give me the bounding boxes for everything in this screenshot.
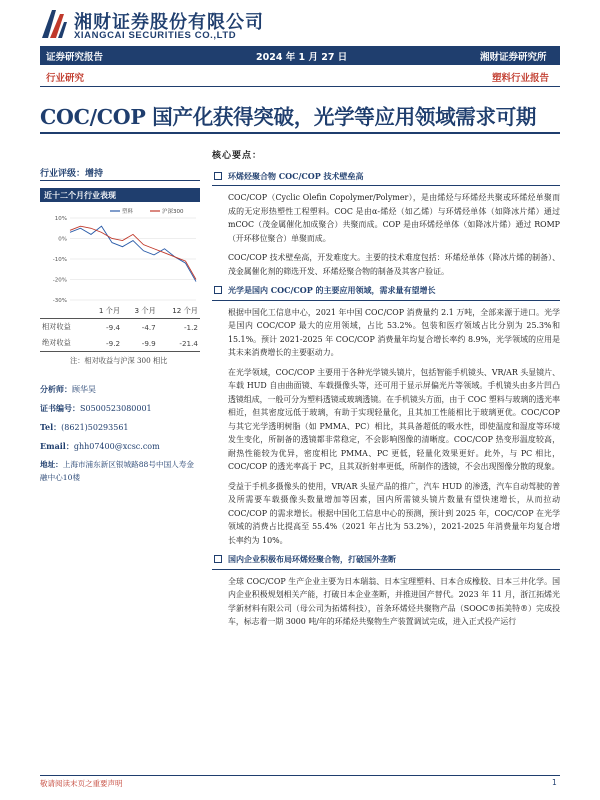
section-heading: 环烯烃聚合物 COC/COP 技术壁垒高 — [212, 170, 560, 187]
chart-y-ticks — [53, 216, 67, 304]
chart-lines — [70, 226, 196, 281]
performance-chart — [40, 204, 200, 314]
table-cell: -9.2 — [86, 335, 122, 352]
email-link[interactable]: ghh07400@xcsc.com — [73, 442, 160, 451]
report-kind: 塑料行业报告 — [492, 73, 550, 84]
paragraph: 根据中国化工信息中心，2021 年中国 COC/COP 消费量约 2.1 万吨，全部来源于进口。光学是国内 COC/COP 最大的应用领域，占比 53.2%。包装和医疗领域占比分别为 25.3%和 15.1%。预计 2021-2025 年 COC/COP 消费量年均复合增长率约 8.9%，光学领域的应用是其未来消费增长的主要驱动力。 — [228, 307, 560, 357]
chart-grid — [70, 218, 196, 300]
paragraph: COC/COP 技术壁垒高，开发难度大。主要的技术难度包括：环烯烃单体（降冰片烯的制备）、茂金属催化剂的筛选开发、环烯烃聚合物的制备及其客户验证。 — [228, 253, 560, 276]
table-header-cell: 12 个月 — [158, 304, 200, 319]
header-bar — [40, 46, 560, 65]
sub-header — [40, 68, 560, 84]
table-cell: 绝对收益 — [40, 335, 86, 352]
table-row — [40, 319, 200, 336]
table-header-cell — [40, 304, 86, 319]
cert-label: 证书编号： — [40, 403, 80, 413]
table-cell: -9.4 — [106, 322, 121, 332]
y-tick-label: -30% — [52, 298, 67, 304]
industry-rating: 行业评级：增持 — [40, 169, 104, 179]
y-tick-label: -20% — [52, 277, 67, 284]
core-points-title: 核心要点： — [212, 151, 263, 161]
table-cell: -4.7 — [141, 322, 156, 332]
y-tick-label: -10% — [52, 257, 67, 263]
tel-number: (8621)50293561 — [61, 423, 129, 432]
legend-label: 沪深300 — [162, 209, 184, 215]
performance-heading: 近十二个月行业表现 — [40, 188, 200, 202]
company-name-cn: 湘财证券股份有限公司 — [74, 12, 264, 33]
title-divider — [40, 132, 560, 134]
legend-label: 塑料 — [122, 209, 134, 215]
disclaimer-note: 敬请阅读末页之重要声明 — [40, 779, 123, 788]
address-block — [40, 458, 200, 484]
y-tick-label: 10% — [54, 216, 67, 222]
paragraph: 受益于手机多摄像头的使用，VR/AR 头显产品的推广，汽车 HUD 的渗透，汽车自动驾驶的普及所需要车载摄像头数量增加等因素，国内所需镜头镜片数量有望快速增长，从而拉动 COC/COP 的需求增长。根据中国化工信息中心的预测，预计到 2025 年，COC/COP 在光学领域的消费占比提高至 55.4%（2021 年占比为 53.2%），2021-2025 年消费量年均复合增长率约为 10%。 — [228, 481, 560, 545]
company-logo-icon — [40, 8, 68, 40]
analyst-name: 顾华昊 — [72, 385, 96, 394]
report-date: 2024 年 1 月 27 日 — [256, 52, 348, 63]
company-logo — [40, 6, 300, 42]
tel-row — [40, 418, 200, 437]
address-text: 上海市浦东新区银城路88号中国人寿金融中心10楼 — [40, 460, 194, 482]
chart-legend — [110, 207, 184, 215]
email-row — [40, 437, 200, 456]
company-name-en: XIANGCAI SECURITIES CO.,LTD — [74, 30, 237, 41]
series-line-1 — [70, 226, 196, 279]
paragraph: 在光学领域，COC/COP 主要用于各种光学镜头镜片，包括智能手机镜头、VR/AR 头显镜片、车载 HUD 自由曲面镜、车载摄像头等，还可用于显示屏偏光片等领域。手机镜头由多片凹凸透镜组成，一般可分为塑料透镜或玻璃透镜。在手机镜头方面，由于 COC 塑料与玻璃的透光率相近，但其密度远低于玻璃，有助于实现轻量化，且其加工性能相比于玻璃更优。COC/COP 与其它光学透明树脂（如 PMMA、PC）相比，其具备超低的吸水性，即使温度和湿度等环境发生变化，所制备的透镜都非常稳定，不会影响图像的清晰度。COC/COP 热变形温度较高，耐热性能较为优异，密度相比 PMMA、PC 更低，轻量化效果更好。此外，与 PC 相比，COC/COP 的透光率高于 PC，且其双折射率更低，所制作的透镜，不会出现图像分散的现象。 — [228, 367, 560, 471]
page-title: COC/COP 国产化获得突破，光学等应用领域需求可期 — [40, 105, 537, 129]
cert-row — [40, 399, 200, 418]
analyst-info — [40, 380, 200, 456]
page-number: 1 — [552, 778, 557, 787]
paragraph: 全球 COC/COP 生产企业主要为日本瑞翁、日本宝理塑料、日本合成橡胶、日本三井化学。国内企业积极规划相关产能，打破日本企业垄断，并推进国产替代。2023 年 11 月，浙江拓烯光学新材料有限公司（母公司为拓烯科技），首条环烯烃共聚物产品（SOOC®拓美特®）完成投车，标志着一期 3000 吨/年的环烯烃共聚物生产装置调试完成，进入正式投产运行 — [228, 576, 560, 626]
section-heading: 光学是国内 COC/COP 的主要应用领域，需求量有望增长 — [212, 284, 560, 301]
analyst-label: 分析师： — [40, 384, 72, 394]
paragraph: COC/COP（Cyclic Olefin Copolymer/Polymer），是由烯烃与环烯烃共聚或环烯烃单聚而成的无定形热塑性工程塑料。COC 是由α-烯烃（如乙烯）与环烯烃单体（如降冰片烯）通过 mCOC（茂金属催化加成聚合）共聚而成。COP 是由环烯烃单体（如降冰片烯）通过 ROMP（开环移位聚合）单聚而成。 — [228, 193, 560, 243]
table-header-cell: 3 个月 — [122, 304, 158, 319]
report-type: 证券研究报告 — [46, 52, 104, 63]
table-cell: 相对收益 — [42, 322, 71, 331]
analyst-name-row — [40, 380, 200, 399]
header-divider — [40, 86, 560, 87]
address-label: 地址： — [40, 460, 63, 469]
footer-divider — [40, 775, 560, 776]
email-label: Email： — [40, 441, 74, 451]
table-cell: -9.9 — [122, 335, 158, 352]
table-cell: -1.2 — [183, 322, 198, 332]
table-header-row — [40, 304, 200, 319]
tel-label: Tel： — [40, 422, 62, 432]
performance-table — [40, 304, 200, 352]
table-row — [40, 335, 200, 352]
table-header-cell: 1 个月 — [86, 304, 122, 319]
report-category: 行业研究 — [46, 73, 85, 84]
rating-divider — [40, 180, 200, 181]
y-tick-label: 0% — [58, 236, 67, 243]
main-content — [212, 150, 560, 635]
table-cell: -21.4 — [158, 335, 200, 352]
cert-number: S0500523080001 — [80, 404, 152, 413]
table-note: 注：相对收益与沪深 300 相比 — [70, 356, 168, 365]
section-heading: 国内企业积极布局环烯烃聚合物，打破国外垄断 — [212, 553, 560, 570]
research-institute: 湘财证券研究所 — [480, 52, 547, 63]
